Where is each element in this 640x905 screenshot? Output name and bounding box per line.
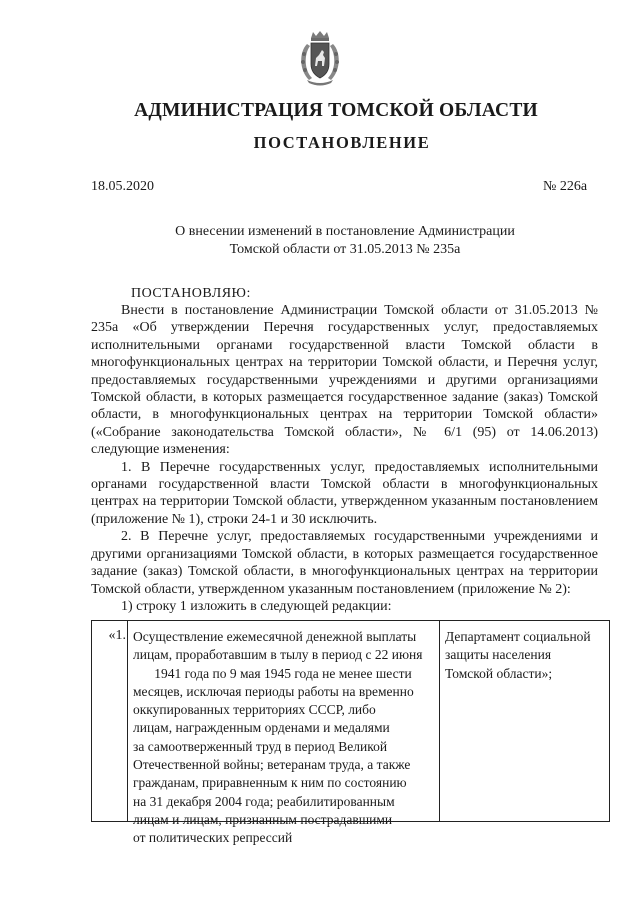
department-cell <box>445 628 605 683</box>
subject-line: Томской области от 31.05.2013 № 235а <box>229 242 461 257</box>
description-line: на 31 декабря 2004 года; реабилитированным <box>133 793 395 809</box>
table-divider <box>439 621 440 821</box>
service-description-cell <box>133 628 433 848</box>
department-line: защиты населения <box>445 647 552 663</box>
body-paragraph: 2. В Перечне услуг, предоставляемых государственными учреждениями и другими организациями Томской области, в которых размещается государственное задание (заказ) Томской области, в многофункциональных центрах на территории Томской области, утвержденном указанным постановлением (приложение № 2): <box>91 529 598 597</box>
table-row-number: «1. <box>108 628 126 643</box>
table-divider <box>127 621 128 821</box>
description-line: от политических репрессий <box>133 830 293 846</box>
subject-line: О внесении изменений в постановление Администрации <box>175 224 515 239</box>
document-type-title: ПОСТАНОВЛЕНИЕ <box>253 133 431 152</box>
description-line: лицам, проработавшим в тылу в период с 22 июня <box>133 647 423 663</box>
document-body <box>91 302 598 615</box>
department-line: Томской области»; <box>445 665 553 681</box>
organization-title: АДМИНИСТРАЦИЯ ТОМСКОЙ ОБЛАСТИ <box>134 100 538 121</box>
coat-of-arms-emblem <box>297 30 343 86</box>
description-line: оккупированных территориях СССР, либо <box>133 702 376 718</box>
description-line: лицам, награжденным орденами и медалями <box>133 720 390 736</box>
description-line: месяцев, исключая периоды работы на временно <box>133 683 414 699</box>
body-paragraph: 1) строку 1 изложить в следующей редакции: <box>121 598 392 614</box>
description-line: 1941 года по 9 мая 1945 года не менее шести <box>154 665 412 681</box>
document-number: № 226а <box>543 179 588 194</box>
description-line: гражданам, приравненным к ним по состоянию <box>133 775 407 791</box>
document-subject <box>150 223 540 259</box>
department-line: Департамент социальной <box>445 629 591 644</box>
description-line: за самоотверженный труд в период Великой <box>133 738 388 754</box>
description-line: лицам и лицам, признанным пострадавшими <box>133 811 393 827</box>
body-paragraph: Внести в постановление Администрации Томской области от 31.05.2013 № 235а «Об утверждении Перечня государственных услуг, предоставляемых исполнительными органами государственной власти Томской области в многофункциональных центрах на территории Томской области, и Перечня услуг, предоставляемых государственными учреждениями и другими организациями Томской области, в которых размещается государственное задание (заказ) Томской области, в многофункциональных центрах на территории Томской области» («Собрание законодательства Томской области», № 6/1 (95) от 14.06.2013) следующие изменения: <box>91 303 598 458</box>
description-line: Отечественной войны; ветеранам труда, а также <box>133 757 411 773</box>
amendment-table <box>91 620 610 846</box>
body-paragraph: 1. В Перечне государственных услуг, предоставляемых исполнительными органами государственной власти Томской области в многофункциональных центрах на территории Томской области, утвержденном указанным постановлением (приложение № 1), строки 24-1 и 30 исключить. <box>91 459 598 527</box>
document-date: 18.05.2020 <box>91 179 154 194</box>
decree-word: ПОСТАНОВЛЯЮ: <box>131 286 251 301</box>
description-line: Осуществление ежемесячной денежной выплаты <box>133 629 417 644</box>
